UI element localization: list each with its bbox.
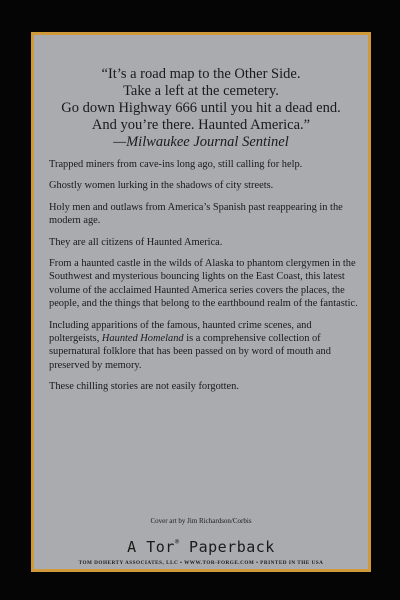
publisher-line: TOM DOHERTY ASSOCIATES, LLC • WWW.TOR-FORGE.COM • PRINTED IN THE USA [78, 560, 324, 566]
imprint-text: A Tor [127, 538, 175, 556]
blurb [49, 158, 361, 394]
blurb-paragraph [49, 319, 361, 373]
quote-line: Take a left at the cemetery. [123, 83, 279, 99]
quote-line: “It’s a road map to the Other Side. [101, 66, 301, 82]
quote-line: Go down Highway 666 until you hit a dead end. [61, 100, 341, 116]
imprint-text: Paperback [179, 538, 275, 556]
blurb-paragraph: They are all citizens of Haunted America. [49, 236, 223, 248]
blurb-paragraph: Holy men and outlaws from America’s Spanish past reappearing in the modern age. [49, 201, 343, 227]
cover-art-credit: Cover art by Jim Richardson/Corbis [150, 517, 252, 525]
blurb-paragraph: Ghostly women lurking in the shadows of city streets. [49, 180, 274, 192]
review-quote [34, 66, 368, 151]
imprint-logo [34, 538, 368, 556]
quote-attribution: —Milwaukee Journal Sentinel [113, 134, 289, 150]
quote-line: And you’re there. Haunted America.” [91, 117, 311, 133]
text-panel [31, 32, 371, 572]
blurb-paragraph: From a haunted castle in the wilds of Alaska to phantom clergymen in the Southwest and mysterious bouncing lights on the East Coast, this latest volume of the acclaimed Haunted America series covers the places, the people, and the things that belong to the earthbound realm of the fantastic. [49, 258, 358, 310]
blurb-text: is a comprehensive collection of supernatural folklore that has been passed on by word of mouth and preserved by memory. [49, 333, 331, 371]
registered-mark: ® [174, 538, 180, 546]
blurb-text: Including apparitions of the famous, haunted crime scenes, and poltergeists, [49, 319, 312, 345]
blurb-paragraph: Trapped miners from cave-ins long ago, still calling for help. [49, 159, 303, 170]
blurb-paragraph: These chilling stories are not easily forgotten. [49, 381, 239, 393]
book-title: Haunted Homeland [101, 333, 184, 345]
